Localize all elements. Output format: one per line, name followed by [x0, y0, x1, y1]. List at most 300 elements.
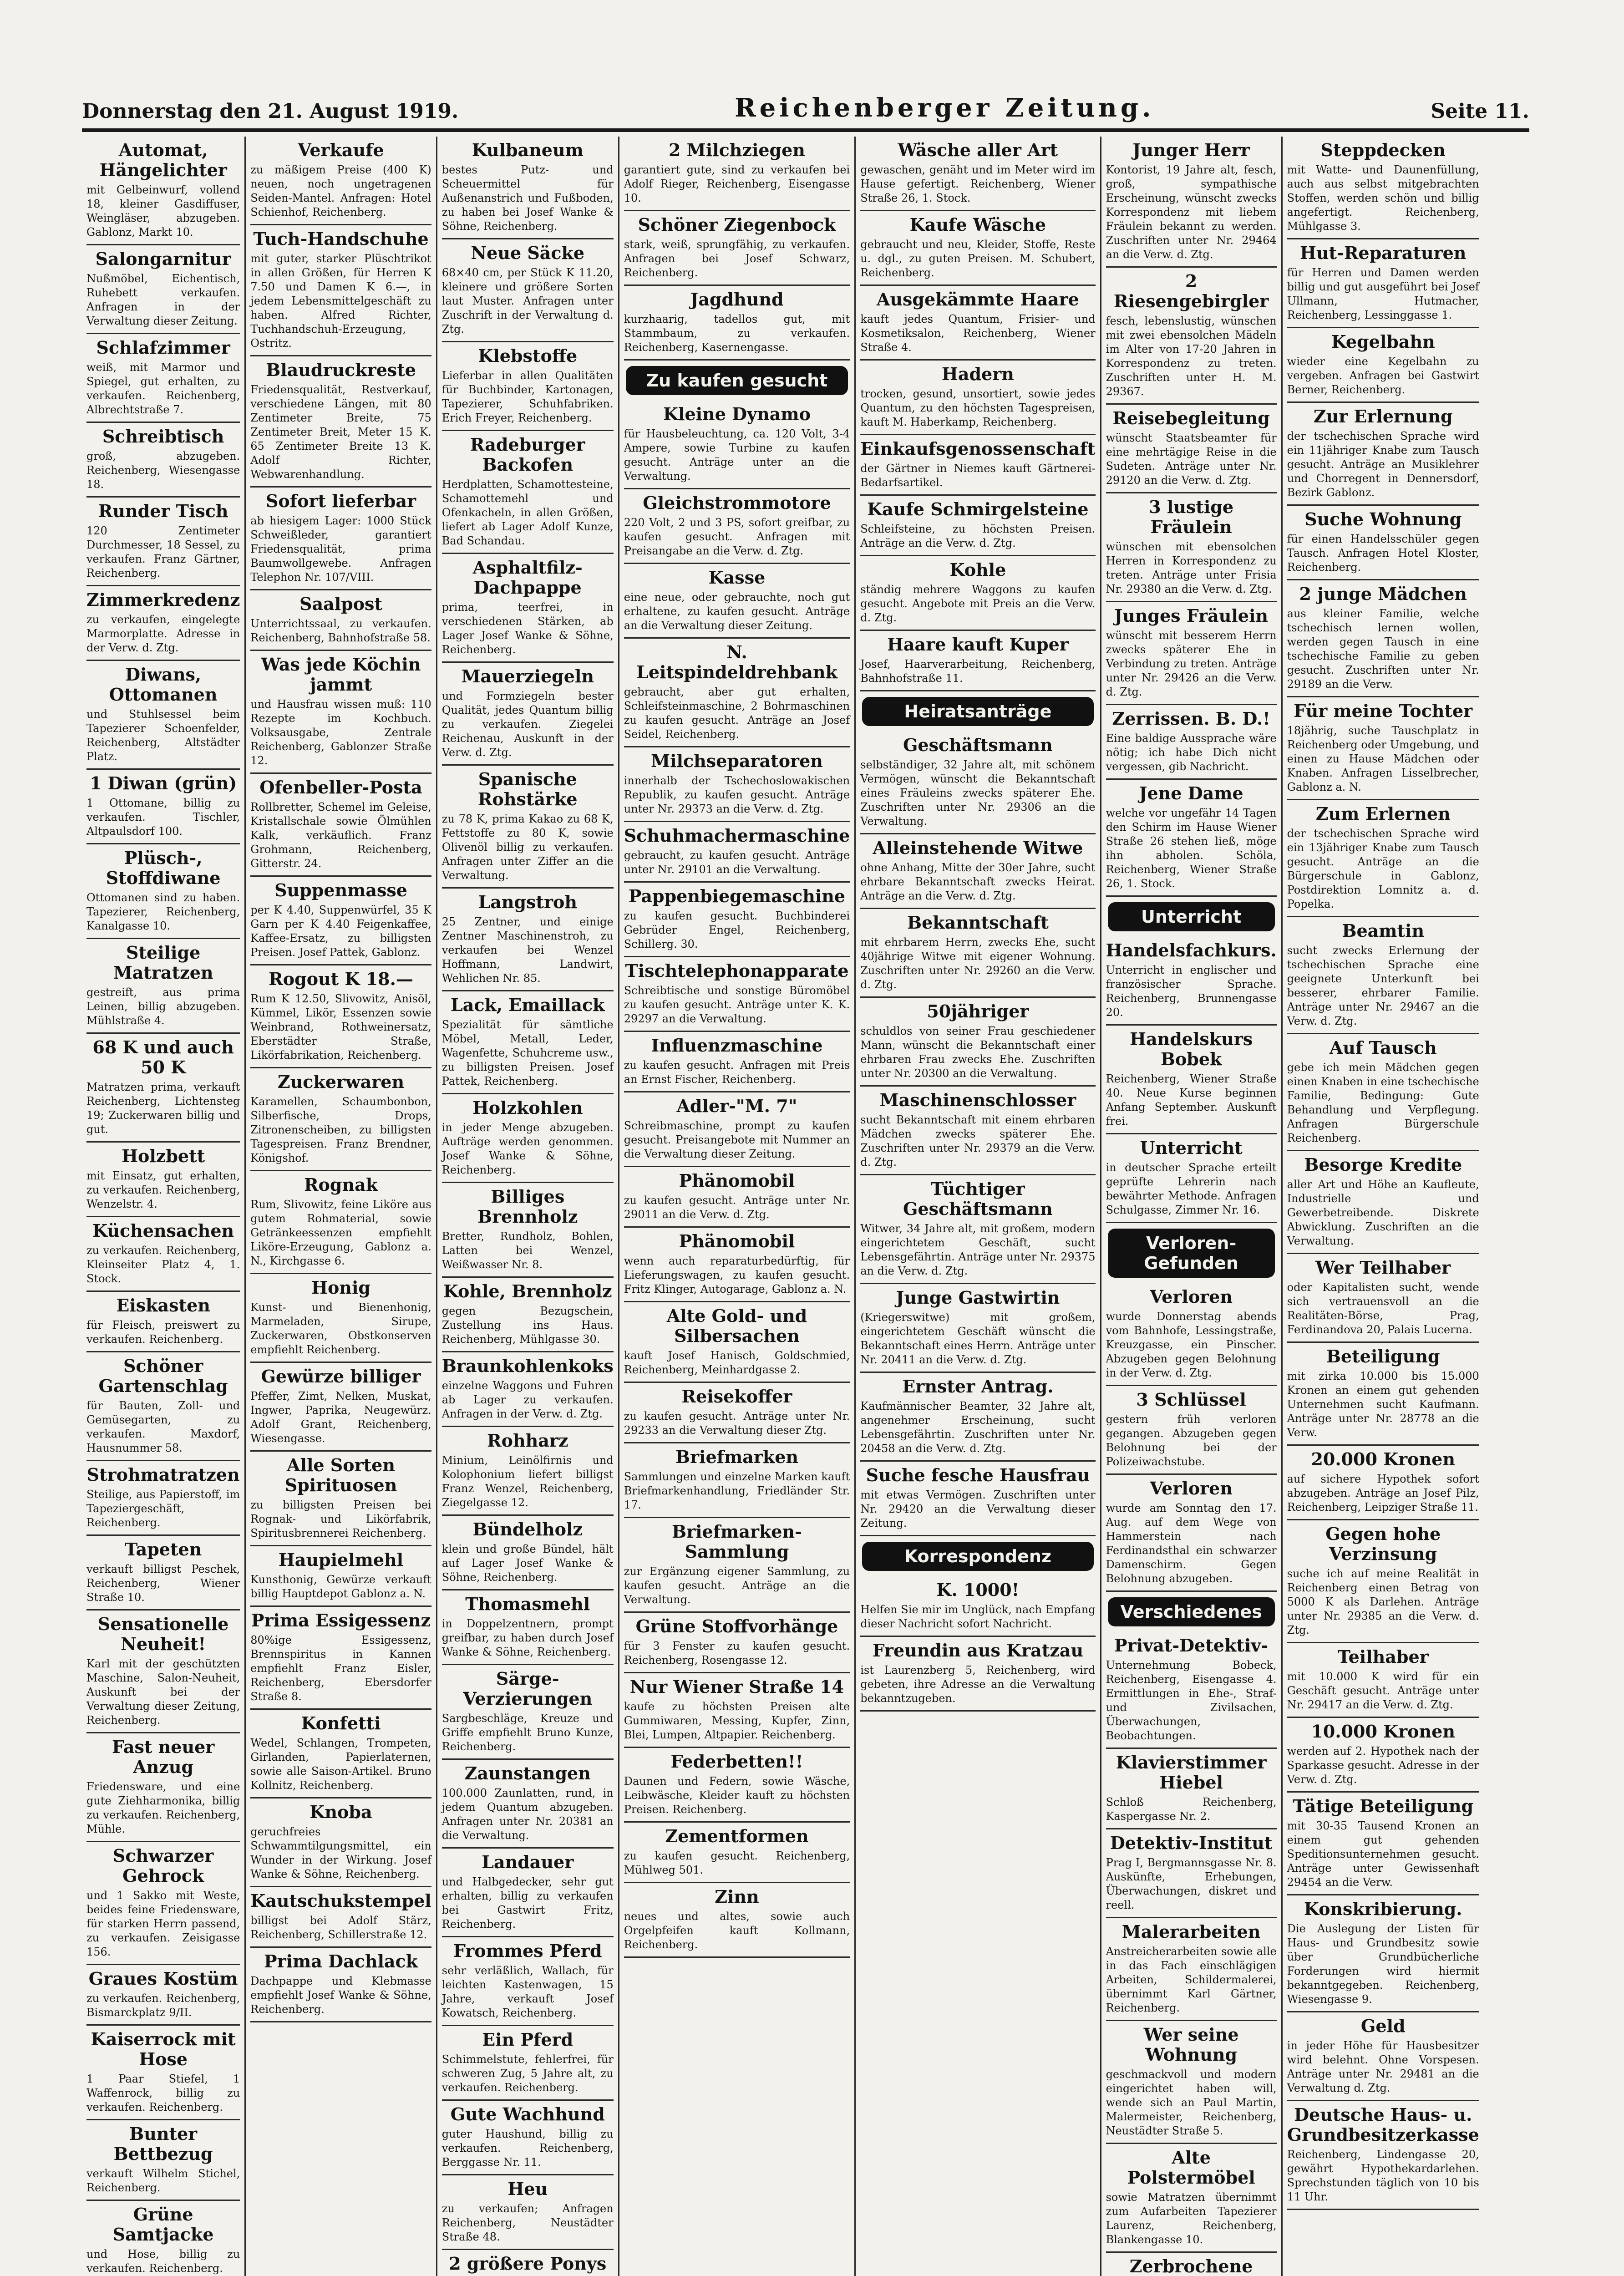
ad-headline: Särge-Verzierungen	[463, 1668, 593, 1709]
ad-headline: Kulbaneum	[472, 140, 584, 160]
ad-headline: Haupielmehl	[278, 1550, 404, 1570]
ad-text: innerhalb der Tschechoslowakischen Republik, zu kaufen gesucht. Anträge unter Nr. 29373 an die Verw. d. Ztg.	[624, 774, 850, 815]
ad-text: Karamellen, Schaumbonbon, Silberfische, Drops, Zitronenscheiben, zu billigsten Tagespreisen. Franz Brendner, Königshof.	[250, 1095, 431, 1164]
ad-headline: Bunter Bettbezug	[113, 2124, 213, 2164]
ad-headline: 2 Milchziegen	[669, 140, 805, 160]
ad-text: zu kaufen gesucht. Buchbinderei Gebrüder Engel, Reichenberg, Schillerg. 30.	[624, 909, 850, 950]
classified-ad	[86, 2201, 240, 2276]
ad-text: Wedel, Schlangen, Trompeten, Girlanden, Papierlaternen, sowie alle Saison-Artikel. Bruno Kollnitz, Reichenberg.	[250, 1737, 431, 1792]
ad-text: ab hiesigem Lager: 1000 Stück Schweißleder, garantiert Friedensqualität, prima Baumwollgewebe. Anfragen Telephon Nr. 107/VIII.	[250, 514, 431, 584]
ad-headline: Teilhaber	[1337, 1646, 1429, 1667]
ad-text: in Doppelzentnern, prompt greifbar, zu haben durch Josef Wanke & Söhne, Reichenberg.	[442, 1617, 614, 1658]
column-5	[854, 137, 1100, 2276]
ad-text: werden auf 2. Hypothek nach der Sparkasse gesucht. Adresse in der Verw. d. Ztg.	[1287, 1745, 1479, 1786]
classified-ad	[1287, 1343, 1479, 1446]
ad-headline: 3 lustige Fräulein	[1149, 497, 1234, 537]
classified-ad	[442, 2250, 614, 2276]
ad-headline: 2 Riesengebirgler	[1113, 271, 1269, 311]
classified-ad	[1106, 1386, 1277, 1475]
ad-headline: Kaiserrock mit Hose	[91, 2029, 236, 2069]
classified-ad	[1287, 506, 1479, 580]
ad-headline: Zur Erlernung	[1313, 406, 1453, 427]
ad-text: 18jährig, suche Tauschplatz in Reichenberg oder Umgebung, und einen zu Hause Mädchen oder Knaben. Anfragen Lisselbrecher, Gablonz a. N.	[1287, 724, 1479, 793]
ad-text: verkauft Wilhelm Stichel, Reichenberg.	[86, 2167, 240, 2194]
classified-ad	[1106, 1918, 1277, 2021]
ad-headline: Pappenbiegemaschine	[628, 886, 846, 906]
ad-headline: Phänomobil	[679, 1170, 795, 1191]
classified-ad	[860, 1576, 1095, 1637]
ad-headline: Suche Wohnung	[1304, 509, 1462, 529]
classified-ad	[250, 1068, 431, 1171]
ad-text: Kunst- und Bienenhonig, Marmeladen, Sirupe, Zuckerwaren, Obstkonserven empfiehlt Reichenberg.	[250, 1301, 431, 1356]
ad-headline: Geld	[1360, 2016, 1406, 2036]
classified-ad	[624, 1228, 850, 1302]
ad-text: (Kriegerswitwe) mit großem, eingerichtetem Geschäft wünscht die Bekanntschaft eines Herrn. Anträge unter Nr. 20411 an die Verw. d. Ztg.	[860, 1311, 1096, 1366]
ad-text: zu billigsten Preisen bei Rognak- und Likörfabrik, Spiritusbrennerei Reichenberg.	[250, 1499, 431, 1539]
ad-headline: Steilige Matratzen	[113, 942, 213, 983]
classified-ad	[1287, 2012, 1479, 2101]
page-number: Seite 11.	[1431, 100, 1529, 123]
ad-headline: Braunkohlenkoks	[442, 1356, 614, 1376]
classified-ad	[860, 435, 1095, 496]
ad-headline: Neue Säcke	[471, 243, 585, 263]
ad-headline: Fast neuer Anzug	[112, 1737, 215, 1777]
ad-headline: Zinn	[715, 1886, 759, 1907]
classified-ad	[860, 834, 1095, 909]
ad-headline: Wäsche aller Art	[898, 140, 1058, 160]
ad-headline: Zum Erlernen	[1315, 803, 1451, 824]
ad-text: neues und altes, sowie auch Orgelpfeifen kauft Kollmann, Reichenberg.	[624, 1910, 850, 1951]
classified-ad	[860, 1087, 1095, 1175]
ad-text: selbständiger, 32 Jahre alt, mit schönem Vermögen, wünscht die Bekanntschaft eines Fräuleins zwecks späterer Ehe. Zuschriften unter Nr. 29306 an die Verwaltung.	[860, 758, 1096, 828]
ad-text: wünscht Staatsbeamter für eine mehrtägige Reise in die Sudeten. Anträge unter Nr. 29120 an die Verw. d. Ztg.	[1106, 432, 1277, 487]
classified-ad	[624, 1823, 850, 1883]
classified-ad	[1106, 137, 1277, 268]
classified-ad	[860, 556, 1095, 631]
ad-text: Rum K 12.50, Slivowitz, Anisöl, Kümmel, Likör, Essenzen sowie Weinbrand, Rothweinersatz, Eberstädter Straße, Likörfabrikation, Reichenberg.	[250, 992, 431, 1062]
ad-text: kurzhaarig, tadellos gut, mit Stammbaum, zu verkaufen. Reichenberg, Kasernengasse.	[624, 313, 850, 354]
ad-headline: Automat, Hängelichter	[99, 140, 227, 180]
ad-headline: Zerbrochene	[1129, 2256, 1253, 2276]
ad-text: geschmackvoll und modern eingerichtet haben will, wende sich an Paul Martin, Malermeister, Reichenberg, Neustädter Straße 5.	[1106, 2068, 1277, 2137]
classified-ad	[250, 774, 431, 877]
classified-ad	[250, 137, 431, 225]
ad-text: zu kaufen gesucht. Anträge unter Nr. 29233 an die Verwaltung dieser Ztg.	[624, 1410, 850, 1437]
ad-headline: Tätige Beteiligung	[1293, 1796, 1474, 1816]
classified-ad	[624, 1302, 850, 1383]
ad-headline: Suppenmasse	[274, 880, 407, 900]
ad-text: Herdplatten, Schamottesteine, Schamottemehl und Ofenkacheln, in allen Größen, liefert ab Lager Adolf Kunze, Bad Schandau.	[442, 478, 614, 547]
ad-headline: 20.000 Kronen	[1311, 1449, 1455, 1469]
ad-text: geruchfreies Schwammtilgungsmittel, ein Wunder in der Wirkung. Josef Wanke & Söhne, Reichenberg.	[250, 1825, 431, 1880]
ad-text: ist Laurenzberg 5, Reichenberg, wird gebeten, ihre Adresse an die Verwaltung bekanntzugeben.	[860, 1664, 1096, 1705]
section-banner: Verloren-Gefunden	[1108, 1229, 1275, 1278]
ad-headline: Asphaltfilz-Dachpappe	[472, 557, 583, 598]
ad-text: groß, abzugeben. Reichenberg, Wiesengasse 18.	[86, 450, 240, 491]
ad-text: Witwer, 34 Jahre alt, mit großem, modern eingerichtetem Geschäft, sucht Lebensgefährtin. Anträge unter Nr. 29375 an die Verw. d. Ztg.	[860, 1222, 1096, 1277]
classified-ad	[1106, 493, 1277, 602]
ad-text: kauft Josef Hanisch, Goldschmied, Reichenberg, Meinhardgasse 2.	[624, 1349, 850, 1376]
ad-text: wieder eine Kegelbahn zu vergeben. Anfragen bei Gastwirt Berner, Reichenberg.	[1287, 355, 1479, 396]
ad-text: Die Auslegung der Listen für Haus- und Grundbesitz sowie über Grundbücherliche Forderungen wird hiermit bekanntgegeben. Reichenberg, Wiesengasse 9.	[1287, 1922, 1479, 2006]
ad-text: und 1 Sakko mit Weste, beides feine Friedensware, für starken Herrn passend, zu verkaufen. Zeisigasse 156.	[86, 1889, 240, 1958]
classified-ad	[1106, 937, 1277, 1026]
ad-headline: Spanische Rohstärke	[477, 769, 578, 809]
ad-headline: Influenzmaschine	[651, 1035, 823, 1056]
ad-text: der tschechischen Sprache wird ein 11jähriger Knabe zum Tausch gesucht. Anträge an Musiklehrer und Chorregent in Dennersdorf, Bezirk Gablonz.	[1287, 430, 1479, 499]
classified-ad	[1287, 1718, 1479, 1793]
ad-text: für Fleisch, preiswert zu verkaufen. Reichenberg.	[86, 1319, 240, 1346]
ad-headline: Hadern	[941, 364, 1014, 384]
column-3	[436, 137, 618, 2276]
ad-text: mit Gelbeinwurf, vollend 18, kleiner Gasdiffuser, Weingläser, abzugeben. Gablonz, Markt 10.	[86, 183, 240, 239]
ad-text: 68×40 cm, per Stück K 11.20, kleinere und größere Sorten laut Muster. Anfragen unter Zuschrift in der Verwaltung d. Ztg.	[442, 266, 614, 335]
ad-text: kauft jedes Quantum, Frisier- und Kosmetiksalon, Reichenberg, Wiener Straße 4.	[860, 313, 1096, 354]
classified-ad	[624, 1673, 850, 1748]
issue-date: Donnerstag den 21. August 1919.	[82, 100, 459, 123]
classified-ad	[250, 1363, 431, 1452]
ad-headline: Beteiligung	[1326, 1346, 1440, 1367]
ad-headline: Alleinstehende Witwe	[873, 838, 1083, 858]
ad-text: für Hausbeleuchtung, ca. 120 Volt, 3-4 Ampere, sowie Turbine zu kaufen gesucht. Anträge unter an die Verwaltung.	[624, 427, 850, 483]
ad-text: Kaufmännischer Beamter, 32 Jahre alt, angenehmer Erscheinung, sucht Lebensgefährtin. Zuschriften unter Nr. 20458 an die Verw. d. Ztg.	[860, 1400, 1096, 1455]
ad-headline: Honig	[311, 1277, 370, 1298]
classified-ad	[1287, 1254, 1479, 1343]
ad-headline: Küchensachen	[92, 1220, 234, 1241]
ad-headline: Zaunstangen	[464, 1763, 591, 1783]
classified-ad	[1287, 1151, 1479, 1254]
classified-ad	[442, 1352, 614, 1427]
ad-text: Sammlungen und einzelne Marken kauft Briefmarkenhandlung, Friedländer Str. 17.	[624, 1470, 850, 1511]
classified-ad	[860, 1175, 1095, 1284]
classified-ad	[860, 631, 1095, 691]
ad-text: Nußmöbel, Eichentisch, Ruhebett verkaufen. Anfragen in der Verwaltung dieser Zeitung.	[86, 272, 240, 327]
classified-ad	[86, 423, 240, 498]
ad-text: mit 10.000 K wird für ein Geschäft gesucht. Anträge unter Nr. 29417 an die Verw. d. Ztg.	[1287, 1670, 1479, 1711]
ad-headline: Bündelholz	[472, 1519, 583, 1539]
ad-headline: Schwarzer Gehrock	[112, 1845, 214, 1886]
ad-headline: Mauerziegeln	[461, 666, 594, 686]
section-banner: Unterricht	[1108, 902, 1275, 931]
classified-ad	[624, 1032, 850, 1092]
ad-headline: Phänomobil	[679, 1231, 795, 1251]
ad-text: kaufe zu höchsten Preisen alte Gummiwaren, Messing, Kupfer, Zinn, Blei, Lumpen, Altpapier. Reichenberg.	[624, 1700, 850, 1741]
ad-headline: Plüsch-, Stoffdiwane	[106, 848, 221, 888]
ad-text: gebraucht, zu kaufen gesucht. Anträge unter Nr. 29101 an die Verwaltung.	[624, 849, 850, 876]
classified-ad	[442, 991, 614, 1094]
ad-headline: 1 Diwan (grün)	[90, 773, 237, 793]
classified-ad	[1287, 1446, 1479, 1520]
ad-headline: Schöner Ziegenbock	[638, 214, 836, 235]
ad-text: einzelne Waggons und Fuhren ab Lager zu verkaufen. Anfragen in der Verw. d. Ztg.	[442, 1379, 614, 1420]
ad-headline: Klebstoffe	[478, 345, 578, 366]
classified-ad	[624, 564, 850, 639]
ad-text: und Stuhlsessel beim Tapezierer Schoenfelder, Reichenberg, Altstädter Platz.	[86, 708, 240, 763]
classified-ad	[442, 1590, 614, 1665]
ad-text: billigst bei Adolf Stärz, Reichenberg, Schillerstraße 12.	[250, 1914, 431, 1941]
classified-ad	[86, 245, 240, 334]
ad-text: 120 Zentimeter Durchmesser, 18 Sessel, zu verkaufen. Franz Gärtner, Reichenberg.	[86, 524, 240, 579]
ad-text: ohne Anhang, Mitte der 30er Jahre, sucht ehrbare Bekanntschaft zwecks Heirat. Anträge an die Verw. d. Ztg.	[860, 861, 1096, 902]
ad-text: Reichenberg, Lindengasse 20, gewährt Hypothekardarlehen. Sprechstunden täglich von 10 bis 11 Uhr.	[1287, 2148, 1479, 2203]
classified-ad	[442, 1094, 614, 1183]
ad-text: Friedensqualität, Restverkauf, verschiedene Längen, mit 80 Zentimeter Breite, 75 Zentimeter Breit, Meter 15 K. 65 Zentimeter Breite 13 K. Adolf Richter, Webwarenhandlung.	[250, 383, 431, 481]
ad-text: Karl mit der geschützten Maschine, Salon-Neuheit, Auskunft bei der Verwaltung dieser Zeitung, Reichenberg.	[86, 1657, 240, 1727]
classified-ad	[624, 401, 850, 489]
ad-headline: Graues Kostüm	[88, 1968, 238, 1989]
classified-ad	[86, 1292, 240, 1352]
ad-headline: Langstroh	[478, 892, 577, 912]
ad-headline: Sofort lieferbar	[265, 491, 416, 511]
classified-ad	[442, 1278, 614, 1352]
classified-ad	[624, 957, 850, 1032]
ad-text: Schleifsteine, zu höchsten Preisen. Anträge an die Verw. d. Ztg.	[860, 523, 1096, 549]
classified-ad	[624, 883, 850, 957]
ad-headline: Kaufe Wäsche	[909, 214, 1046, 235]
ad-headline: Lack, Emaillack	[451, 995, 605, 1015]
ad-headline: Eiskasten	[116, 1295, 210, 1316]
ad-headline: Jene Dame	[1139, 783, 1243, 803]
classified-ad	[442, 137, 614, 239]
ad-text: welche vor ungefähr 14 Tagen den Schirm im Hause Wiener Straße 26 stehen ließ, möge ihn abholen. Schöla, Reichenberg, Wiener Straße 26, 1. Stock.	[1106, 807, 1277, 890]
ad-text: mit zirka 10.000 bis 15.000 Kronen an einem gut gehenden Unternehmen sucht Kaufmann. Anträge unter Nr. 28778 an die Verw.	[1287, 1370, 1479, 1439]
ad-text: zu kaufen gesucht. Anfragen mit Preis an Ernst Fischer, Reichenberg.	[624, 1059, 850, 1086]
classified-ad	[1106, 705, 1277, 780]
ad-text: guter Haushund, billig zu verkaufen. Reichenberg, Berggasse Nr. 11.	[442, 2128, 614, 2169]
classified-ad	[1287, 137, 1479, 239]
ad-text: klein und große Bündel, hält auf Lager Josef Wanke & Söhne, Reichenberg.	[442, 1543, 614, 1584]
ad-text: Pfeffer, Zimt, Nelken, Muskat, Ingwer, Paprika, Neugewürz. Adolf Grant, Reichenberg, Wiesengasse.	[250, 1390, 431, 1445]
ad-headline: Gegen hohe Verzinsung	[1325, 1524, 1441, 1564]
classified-ad	[442, 342, 614, 431]
ad-headline: Alle Sorten Spirituosen	[284, 1455, 397, 1495]
classified-ad	[624, 1518, 850, 1613]
classified-ad	[86, 1034, 240, 1143]
ad-text: mit etwas Vermögen. Zuschriften unter Nr. 29420 an die Verwaltung dieser Zeitung.	[860, 1489, 1096, 1529]
ad-text: Matratzen prima, verkauft Reichenberg, Lichtensteg 19; Zuckerwaren billig und gut.	[86, 1081, 240, 1136]
classified-ad	[860, 1462, 1095, 1536]
ad-text: Helfen Sie mir im Unglück, nach Empfang dieser Nachricht sofort Nachricht.	[860, 1603, 1096, 1630]
ad-headline: Privat-Detektiv-	[1114, 1635, 1269, 1656]
ad-text: Bretter, Rundholz, Bohlen, Latten bei Wenzel, Weißwasser Nr. 8.	[442, 1230, 614, 1271]
ad-text: mit Watte- und Daunenfüllung, auch aus selbst mitgebrachten Stoffen, werden schön und billig angefertigt. Reichenberg, Mühlgasse 3.	[1287, 163, 1479, 233]
ad-text: Reichenberg, Wiener Straße 40. Neue Kurse beginnen Anfang September. Auskunft frei.	[1106, 1072, 1277, 1128]
ad-headline: Bekanntschaft	[907, 912, 1049, 933]
ad-headline: Detektiv-Institut	[1110, 1833, 1273, 1853]
classified-columns	[82, 137, 1529, 2276]
ad-headline: Briefmarken-Sammlung	[672, 1521, 802, 1562]
newspaper-title: Reichenberger Zeitung.	[735, 93, 1155, 123]
ad-headline: Kleine Dynamo	[663, 404, 811, 424]
section-banner: Korrespondenz	[862, 1542, 1093, 1571]
classified-ad	[860, 1373, 1095, 1462]
ad-headline: Holzbett	[122, 1146, 205, 1166]
ad-text: wurde Donnerstag abends vom Bahnhofe, Lessingstraße, Kreuzgasse, ein Pinscher. Abzugeben gegen Belohnung in der Verw. d. Ztg.	[1106, 1310, 1277, 1379]
ad-headline: Kegelbahn	[1331, 331, 1435, 352]
ad-text: Kontorist, 19 Jahre alt, fesch, groß, sympathische Erscheinung, wünscht zwecks Korrespondenz mit liebem Fräulein bekannt zu werden. Zuschriften unter Nr. 29464 an die Verw. d. Ztg.	[1106, 163, 1277, 261]
column-1	[82, 137, 244, 2276]
classified-ad	[250, 1274, 431, 1363]
ad-headline: Alte Gold- und Silbersachen	[666, 1306, 807, 1346]
classified-ad	[624, 1167, 850, 1228]
classified-ad	[1106, 1632, 1277, 1749]
ad-headline: Konskribierung.	[1304, 1899, 1462, 1919]
ad-headline: Unterricht	[1140, 1138, 1243, 1158]
classified-ad	[1287, 580, 1479, 697]
ad-text: für Bauten, Zoll- und Gemüsegarten, zu verkaufen. Maxdorf, Hausnummer 58.	[86, 1399, 240, 1454]
ad-text: eine neue, oder gebrauchte, noch gut erhaltene, zu kaufen gesucht. Anträge an die Verwaltung dieser Zeitung.	[624, 591, 850, 632]
ad-text: zu mäßigem Preise (400 K) neuen, noch ungetragenen Seiden-Mantel. Anfragen: Hotel Schienhof, Reichenberg.	[250, 163, 431, 218]
ad-text: Dachpappe und Klebmasse empfiehlt Josef Wanke & Söhne, Reichenberg.	[250, 1975, 431, 2016]
classified-ad	[624, 286, 850, 361]
ad-text: Steilige, aus Papierstoff, im Tapeziergeschäft, Reichenberg.	[86, 1488, 240, 1529]
ad-text: für Herren und Damen werden billig und gut ausgeführt bei Josef Ullmann, Hutmacher, Reichenberg, Lessinggasse 1.	[1287, 266, 1479, 321]
classified-ad	[1287, 917, 1479, 1034]
classified-ad	[442, 1427, 614, 1516]
ad-text: 1 Ottomane, billig zu verkaufen. Tischler, Altpaulsdorf 100.	[86, 797, 240, 838]
ad-headline: Konfetti	[301, 1713, 381, 1733]
ad-headline: Federbetten!!	[670, 1751, 803, 1772]
classified-ad	[86, 2026, 240, 2120]
ad-headline: Schöner Gartenschlag	[98, 1356, 228, 1396]
classified-ad	[442, 889, 614, 991]
classified-ad	[624, 211, 850, 286]
ad-text: in jeder Höhe für Hausbesitzer wird belehnt. Ohne Vorspesen. Anträge unter Nr. 29481 an die Verwaltung d. Ztg.	[1287, 2039, 1479, 2094]
ad-headline: Grüne Stoffvorhänge	[635, 1616, 838, 1636]
ad-headline: Frommes Pferd	[453, 1941, 602, 1961]
classified-ad	[1287, 1520, 1479, 1643]
ad-text: 80%ige Essigessenz, Brennspiritus in Kannen empfiehlt Franz Eisler, Reichenberg, Ebersdorfer Straße 8.	[250, 1634, 431, 1703]
classified-ad	[1106, 1283, 1277, 1386]
classified-ad	[624, 1748, 850, 1823]
ad-headline: 3 Schlüssel	[1136, 1389, 1246, 1410]
ad-text: ständig mehrere Waggons zu kaufen gesucht. Angebote mit Preis an die Verw. d. Ztg.	[860, 583, 1096, 624]
classified-ad	[860, 496, 1095, 556]
ad-headline: Adler-"M. 7"	[676, 1096, 797, 1116]
ad-headline: Verloren	[1150, 1286, 1233, 1307]
classified-ad	[1287, 1895, 1479, 2012]
ad-text: 1 Paar Stiefel, 1 Waffenrock, billig zu verkaufen. Reichenberg.	[86, 2073, 240, 2113]
ad-text: und Hausfrau wissen muß: 110 Rezepte im Kochbuch. Volksausgabe, Zentrale Reichenberg, Gablonzer Straße 12.	[250, 698, 431, 767]
classified-ad	[250, 965, 431, 1068]
ad-headline: Steppdecken	[1320, 140, 1446, 160]
classified-ad	[250, 225, 431, 356]
ad-headline: Besorge Kredite	[1304, 1154, 1462, 1175]
classified-ad	[1106, 602, 1277, 705]
ad-text: gebe ich mein Mädchen gegen einen Knaben in eine tschechische Familie, Bedingung: Gute Behandlung und Verpflegung. Anfragen Bürgerschule Reichenberg.	[1287, 1061, 1479, 1144]
classified-ad	[624, 137, 850, 211]
classified-ad	[86, 1733, 240, 1842]
classified-ad	[250, 356, 431, 488]
classified-ad	[250, 651, 431, 774]
ad-text: wünscht mit besserem Herrn zwecks späterer Ehe in Verbindung zu treten. Anträge unter Nr. 29426 an die Verw. d. Ztg.	[1106, 629, 1277, 698]
ad-headline: Wer Teilhaber	[1315, 1257, 1451, 1278]
classified-ad	[624, 639, 850, 747]
ad-text: suche ich auf meine Realität in Reichenberg einen Betrag von 5000 K als Darlehen. Anträge unter Nr. 29385 an die Verw. d. Ztg.	[1287, 1567, 1479, 1636]
ad-text: mit ehrbarem Herrn, zwecks Ehe, sucht 40jährige Witwe mit eigener Wohnung. Zuschriften unter Nr. 29260 an die Verw. d. Ztg.	[860, 936, 1096, 991]
ad-headline: Gleichstrommotore	[643, 493, 831, 513]
ad-headline: Junge Gastwirtin	[896, 1287, 1060, 1308]
ad-headline: Ein Pferd	[482, 2029, 573, 2050]
ad-headline: 50jähriger	[927, 1001, 1029, 1021]
ad-headline: Runder Tisch	[98, 501, 228, 521]
ad-text: in deutscher Sprache erteilt geprüfte Lehrerin nach bewährter Methode. Anfragen Schulgasse, Zimmer Nr. 16.	[1106, 1161, 1277, 1216]
classified-ad	[1106, 1134, 1277, 1223]
section-banner: Verschiedenes	[1108, 1597, 1275, 1626]
ad-text: Eine baldige Aussprache wäre nötig; ich habe Dich nicht vergessen, gib Nachricht.	[1106, 732, 1277, 773]
ad-headline: Saalpost	[299, 594, 382, 614]
classified-ad	[860, 361, 1095, 435]
ad-text: Ottomanen sind zu haben. Tapezierer, Reichenberg, Kanalgasse 10.	[86, 891, 240, 932]
ad-text: Rollbretter, Schemel im Geleise, Kristallschale sowie Ölmühlen Kalk, verkäuflich. Franz Grohmann, Reichenberg, Gitterstr. 24.	[250, 801, 431, 870]
classified-ad	[624, 1092, 850, 1167]
ad-text: zu verkaufen. Reichenberg, Bismarckplatz 9/II.	[86, 1992, 240, 2019]
masthead-rule	[82, 128, 1529, 132]
classified-ad	[442, 663, 614, 766]
ad-headline: Milchseparatoren	[651, 751, 823, 771]
classified-ad	[442, 1937, 614, 2026]
ad-headline: Knoba	[310, 1802, 372, 1822]
column-7	[1281, 137, 1484, 2276]
classified-ad	[1106, 2021, 1277, 2144]
ad-headline: Billiges Brennholz	[477, 1186, 578, 1227]
classified-ad	[86, 1217, 240, 1292]
classified-ad	[86, 1610, 240, 1733]
ad-headline: Prima Essigessenz	[251, 1610, 431, 1631]
ad-text: zu 78 K, prima Kakao zu 68 K, Fettstoffe zu 80 K, sowie Olivenöl billig zu verkaufen. Anfragen unter Ziffer an die Verwaltung.	[442, 813, 614, 882]
section-banner: Zu kaufen gesucht	[626, 366, 848, 395]
classified-ad	[86, 1461, 240, 1536]
ad-headline: Zementformen	[665, 1826, 809, 1846]
ad-text: gestern früh verloren gegangen. Abzugeben gegen Belohnung bei der Polizeiwachstube.	[1106, 1413, 1277, 1468]
classified-ad	[1287, 328, 1479, 403]
classified-ad	[1106, 268, 1277, 405]
ad-text: Rum, Slivowitz, feine Liköre aus gutem Rohmaterial, sowie Getränkeessenzen empfiehlt Liköre-Erzeugung, Gablonz a. N., Kirchgasse 6.	[250, 1198, 431, 1267]
classified-ad	[1287, 800, 1479, 917]
classified-ad	[250, 1798, 431, 1887]
ad-text: Unterrichtssaal, zu verkaufen. Reichenberg, Bahnhofstraße 58.	[250, 617, 431, 644]
classified-ad	[1287, 239, 1479, 328]
ad-text: gewaschen, genäht und im Meter wird im Hause gefertigt. Reichenberg, Wiener Straße 26, 1. Stock.	[860, 163, 1096, 204]
ad-text: aus kleiner Familie, welche tschechisch lernen wollen, werden gegen Tausch in eine tschechische Familie zu geben gesucht. Zuschriften unter Nr. 29189 an die Verw.	[1287, 607, 1479, 691]
ad-headline: Rogout K 18.—	[269, 969, 413, 989]
ad-headline: Handelskurs Bobek	[1130, 1029, 1253, 1069]
ad-text: wurde am Sonntag den 17. Aug. auf dem Wege von Hammerstein nach Ferdinandsthal ein schwarzer Damenschirm. Gegen Belohnung abzugeben.	[1106, 1502, 1277, 1585]
classified-ad	[250, 1546, 431, 1607]
classified-ad	[860, 998, 1095, 1087]
ad-headline: Rognak	[304, 1174, 378, 1195]
classified-ad	[624, 1443, 850, 1518]
classified-ad	[86, 1536, 240, 1610]
classified-ad	[860, 732, 1095, 834]
ad-headline: Schreibtisch	[102, 426, 224, 447]
classified-ad	[250, 590, 431, 651]
ad-text: schuldlos von seiner Frau geschiedener Mann, wünscht die Bekanntschaft einer ehrbaren Frau zwecks Ehe. Zuschriften unter Nr. 20300 an die Verwaltung.	[860, 1025, 1096, 1080]
ad-headline: Grüne Samtjacke	[112, 2204, 214, 2245]
ad-headline: Wer seine Wohnung	[1143, 2024, 1239, 2065]
ad-text: stark, weiß, sprungfähig, zu verkaufen. Anfragen bei Josef Schwarz, Reichenberg.	[624, 238, 850, 279]
ad-headline: Holzkohlen	[472, 1097, 583, 1118]
ad-text: für einen Handelsschüler gegen Tausch. Anfragen Hotel Kloster, Reichenberg.	[1287, 533, 1479, 574]
classified-ad	[1106, 1475, 1277, 1592]
ad-headline: Verloren	[1150, 1478, 1233, 1499]
classified-ad	[1287, 403, 1479, 506]
section-banner: Heiratsanträge	[862, 697, 1093, 726]
classified-ad	[86, 939, 240, 1034]
column-2	[244, 137, 436, 2276]
ad-text: aller Art und Höhe an Kaufleute, Industrielle und Gewerbetreibende. Diskrete Abwicklung. Zuschriften an die Verwaltung.	[1287, 1178, 1479, 1247]
classified-ad	[86, 1352, 240, 1461]
